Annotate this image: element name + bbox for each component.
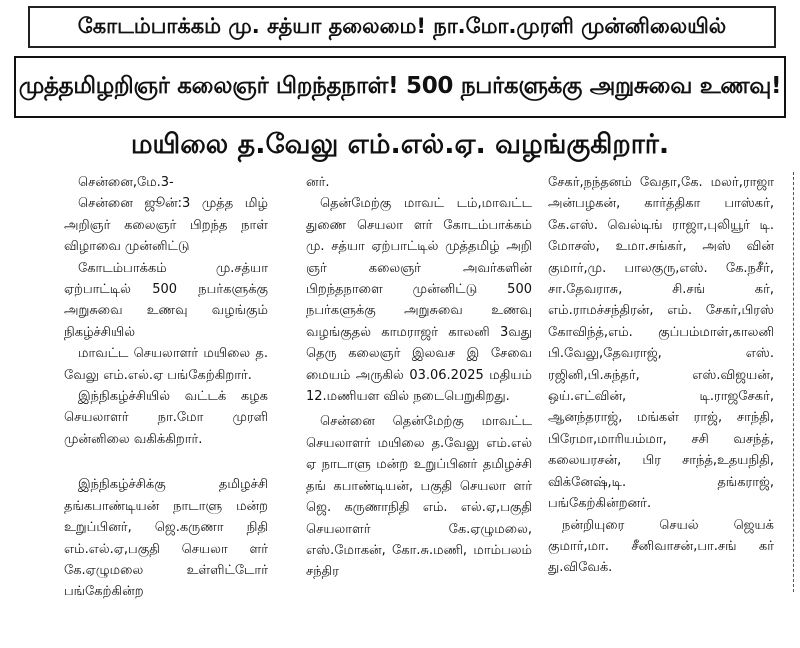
subhead: மயிலை த.வேலு எம்.எல்.ஏ. வழங்குகிறார். xyxy=(130,128,670,160)
paragraph: நன்றியுரை செயல் ஜெயக் குமார்,மா. சீனிவாசன்,பா.சங் கர் து.விவேக். xyxy=(548,517,774,576)
paragraph: கோடம்பாக்கம் மு.சத்யா ஏற்பாட்டில் 500 நபர்களுக்கு அறுசுவை உணவு வழங்கும் நிகழ்ச்சியில் xyxy=(64,260,268,340)
paragraph: சென்னை தென்மேற்கு மாவட்ட செயலாளர் மயிலை த.வேலு எம்.எல் ஏ நாடாளு மன்ற உறுப்பினர் தமிழச்சி தங் கபாண்டியன், பகுதி செயலா ளர் ஜெ. கருணாநிதி எம். எல்.ஏ,பகுதி செயலாளர் கே.ஏழுமலை, எஸ்.மோகன், கோ.சு.மணி, மாம்பலம் சந்திர xyxy=(306,414,532,580)
paragraph: இந்நிகழ்ச்சிக்கு தமிழச்சி தங்கபாண்டியன் நாடாளு மன்ற உறுப்பினர், ஜெ.கருணா நிதி எம்.எல்.ஏ,பகுதி செயலா ளர் கே.ஏழுமலை உள்ளிட்டோர் பங்கேற்கின்ற xyxy=(64,477,268,600)
paragraph: இந்நிகழ்ச்சியில் வட்டக் கழக செயலாளர் நா.மோ முரளி முன்னிலை வகிக்கிறார். xyxy=(64,389,268,447)
paragraph: சென்னை ஜூன்:3 முத்த மிழ் அறிஞர் கலைஞர் பிறந்த நாள் விழாவை முன்னிட்டு xyxy=(64,196,268,255)
dateline: சென்னை,மே.3- xyxy=(78,175,174,190)
article-column-1 xyxy=(64,172,268,603)
kicker-box: கோடம்பாக்கம் மு. சத்யா தலைமை! நா.மோ.முரளி முன்னிலையில் xyxy=(28,6,776,48)
article-column-2 xyxy=(306,172,532,583)
paragraph: மாவட்ட செயலாளர் மயிலை த. வேலு எம்.எல்.ஏ பங்கேற்கிறார். xyxy=(64,346,268,383)
article-column-3 xyxy=(548,172,774,579)
headline: முத்தமிழறிஞர் கலைஞர் பிறந்தநாள்! 500 நபர்களுக்கு அறுசுவை உணவு! xyxy=(14,56,786,118)
paragraph: தென்மேற்கு மாவட் டம்,மாவட்ட துணை செயலா ளர் கோடம்பாக்கம் மு. சத்யா ஏற்பாட்டில் முத்தமிழ் அறி ஞர் கலைஞர் அவர்களின் பிறந்தநாளை முன்னிட்டு 500 நபர்களுக்கு அறுசுவை உணவு வழங்குதல் காமராஜர் காலனி 3வது தெரு கலைஞர் இலவச இ சேவை மையம் அருகில் 03.06.2025 மதியம் 12.மணியள வில் நடைபெறுகிறது. xyxy=(306,196,532,405)
column-divider xyxy=(793,172,794,592)
paragraph: சேகர்,நந்தனம் வேதா,கே. மலர்,ராஜா அன்பழகன், கார்த்திகா பாஸ்கர், கே.எஸ். வெல்டிங் ராஜா,புலியூர் டி. மோசஸ், உமா.சங்கர், அஸ் வின் குமார்,மு. பாலகுரு,எஸ். கே.நசீர், சா.தேவராசு, சி.சங் கர், எம்.ராமச்சந்திரன், எம். சேகர்,பிரஸ் கோவிந்த்,எம். குப்பம்மாள்,காலனி பி.வேலு,தேவராஜ், எஸ். ரஜினி,பி.சுந்தர், எஸ்.விஜயன், ஒய்.எட்வின், டி.ராஜசேகர், ஆனந்தராஜ், மங்கள் ராஜ், சாந்தி, பிரேமா,மாரியம்மா, சசி வசந்த், கலையரசன், பிர சாந்த்,உதயநிதி, விக்னேஷ்,டி. தங்கராஜ், பங்கேற்கின்றனர். xyxy=(548,175,774,512)
paragraph: னர். xyxy=(306,175,330,190)
